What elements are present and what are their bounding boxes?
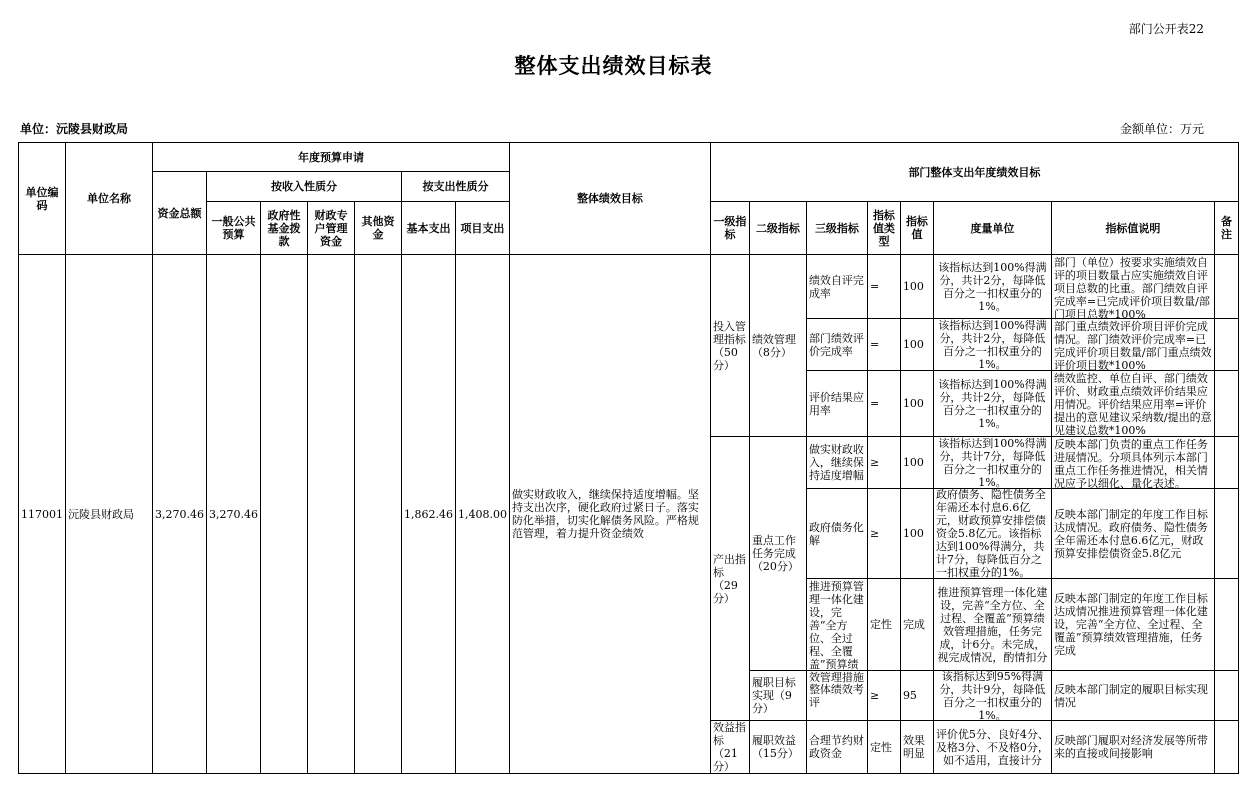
indicator-value-cell: 95 <box>900 671 933 721</box>
level3-cell: 做实财政收入，继续保持适度增幅 <box>806 437 867 489</box>
header-gov-fund: 政府性基金拨款 <box>260 202 307 255</box>
indicator-value-cell: 完成 <box>900 579 933 671</box>
page-title: 整体支出绩效目标表 <box>514 53 713 78</box>
indicator-value-cell: 效果明显 <box>900 721 933 774</box>
value-type-cell: 定性 <box>867 721 900 774</box>
value-desc-text: 反映本部门制定的履职目标实现情况 <box>1053 682 1208 709</box>
value-type-cell: 定性 <box>867 579 900 671</box>
indicator-value-cell: 100 <box>900 255 933 319</box>
measure-unit-text: 该指标达到100%得满分，共计2分，每降低百分之一扣权重分的1%。 <box>938 377 1047 430</box>
remark-cell <box>1214 371 1238 437</box>
overall-goal-cell: 做实财政收入，继续保持适度增幅。坚持支出次序，硬化政府过紧日子。落实防化举措，切实化解债务风险。严格规范管理，着力提升资金绩效 <box>509 255 710 774</box>
indicator-value-cell: 100 <box>900 319 933 371</box>
value-type-cell: = <box>867 371 900 437</box>
header-level1: 一级指标 <box>710 202 749 255</box>
value-type-cell: = <box>867 255 900 319</box>
header-total-funds: 资金总额 <box>153 172 207 255</box>
measure-unit-cell <box>933 371 1051 437</box>
header-fiscal-account: 财政专户管理资金 <box>307 202 354 255</box>
basic-expense-cell: 1,862.46 <box>401 255 455 774</box>
level3-cell: 整体绩效考评 <box>806 671 867 721</box>
other-funds-cell <box>354 255 401 774</box>
level3-cell <box>806 579 867 684</box>
header-level3: 三级指标 <box>806 202 867 255</box>
level2-cell: 履职目标实现（9分） <box>749 671 806 721</box>
remark-cell <box>1214 255 1238 319</box>
level3-cell: 政府债务化解 <box>806 489 867 579</box>
value-type-cell: ≥ <box>867 671 900 721</box>
measure-unit-text: 评价优5分、良好4分、及格3分、不及格0分，如不适用，直接计分 <box>935 727 1049 767</box>
header-indicator-value: 指标值 <box>900 202 933 255</box>
project-expense-cell: 1,408.00 <box>455 255 509 774</box>
value-desc-text: 部门重点绩效评价项目评价完成情况。部门绩效评价完成率=已完成评价项目数量/部门重点绩效评价项目数*100% <box>1053 319 1212 372</box>
value-desc-cell <box>1051 489 1214 579</box>
measure-unit-text: 该指标达到100%得满分，共计7分，每降低百分之一扣权重分的1%。 <box>938 436 1047 489</box>
value-desc-cell <box>1051 579 1214 671</box>
header-value-desc: 指标值说明 <box>1051 202 1214 255</box>
fiscal-account-cell <box>307 255 354 774</box>
header-by-expense: 按支出性质分 <box>401 172 509 202</box>
remark-cell <box>1214 721 1238 774</box>
value-desc-cell <box>1051 721 1214 774</box>
remark-cell <box>1214 319 1238 371</box>
value-desc-text: 绩效监控、单位自评、部门绩效评价、财政重点绩效评价结果应用情况。评价结果应用率=评价提出的意见建议采纳数/提出的意见建议总数*100% <box>1053 371 1212 437</box>
value-desc-cell <box>1051 671 1214 721</box>
level1-cell: 投入管理指标（50分） <box>710 255 749 437</box>
measure-unit-cell <box>933 721 1051 774</box>
value-type-cell: ≥ <box>867 489 900 579</box>
header-measure-unit: 度量单位 <box>933 202 1051 255</box>
total-funds-cell: 3,270.46 <box>153 255 207 774</box>
unit-name-cell: 沅陵县财政局 <box>66 255 153 774</box>
header-by-income: 按收入性质分 <box>206 172 401 202</box>
performance-table <box>18 142 1239 774</box>
indicator-value-cell: 100 <box>900 437 933 489</box>
value-type-cell: = <box>867 319 900 371</box>
measure-unit-text: 政府债务、隐性债务全年需还本付息6.6亿元，财政预算安排偿债资金5.8亿元。该指标达到100%得满分，共计7分，每降低百分之一扣权重分的1%。 <box>935 488 1046 579</box>
measure-unit-text: 该指标达到100%得满分，共计2分，每降低百分之一扣权重分的1%。 <box>938 260 1047 313</box>
value-desc-text: 反映部门履职对经济发展等所带来的直接或间接影响 <box>1053 734 1208 760</box>
value-desc-cell <box>1051 437 1214 489</box>
value-desc-cell <box>1051 319 1214 371</box>
level2-cell: 重点工作任务完成（20分） <box>749 437 806 671</box>
level3-text: 推进预算管理一体化建设，完善“全方位、全过程、全覆盖”预算绩效管理措施 <box>808 579 864 684</box>
remark-cell <box>1214 671 1238 721</box>
measure-unit-cell <box>933 255 1051 319</box>
header-general-budget: 一般公共预算 <box>206 202 260 255</box>
header-budget-request: 年度预算申请 <box>153 143 510 172</box>
value-desc-text: 反映本部门负责的重点工作任务进展情况。分项具体列示本部门重点工作任务推进情况，相关情况应予以细化、量化表述。 <box>1053 437 1208 490</box>
gov-fund-cell <box>260 255 307 774</box>
value-desc-text: 部门（单位）按要求实施绩效自评的项目数量占应实施绩效自评项目总数的比重。部门绩效自评完成率=已完成评价项目数量/部门项目总数*100% <box>1053 255 1210 321</box>
header-unit-name: 单位名称 <box>66 143 153 255</box>
level2-cell: 履职效益（15分） <box>749 721 806 774</box>
level2-cell: 绩效管理（8分） <box>749 255 806 437</box>
remark-cell <box>1214 437 1238 489</box>
measure-unit-text: 推进预算管理一体化建设，完善“全方位、全过程、全覆盖”预算绩效管理措施，任务完成，计6分。未完成，视完成情况，酌情扣分 <box>937 585 1048 664</box>
level3-cell: 评价结果应用率 <box>806 371 867 437</box>
indicator-value-cell: 100 <box>900 371 933 437</box>
value-desc-text: 反映本部门制定的年度工作目标达成情况推进预算管理一体化建设，完善“全方位、全过程、全覆盖”预算绩效管理措施，任务完成 <box>1053 592 1208 657</box>
measure-unit-cell <box>933 671 1051 721</box>
level3-cell: 合理节约财政资金 <box>806 721 867 774</box>
header-value-type: 指标值类型 <box>867 202 900 255</box>
header-unit-code: 单位编码 <box>19 143 66 255</box>
unit-label: 单位：沅陵县财政局 <box>20 122 129 136</box>
measure-unit-text: 该指标达到95%得满分，共计9分，每降低百分之一扣权重分的1%。 <box>939 669 1046 722</box>
measure-unit-cell <box>933 319 1051 371</box>
level3-cell: 绩效自评完成率 <box>806 255 867 319</box>
header-basic-expense: 基本支出 <box>401 202 455 255</box>
level1-cell: 产出指标（29分） <box>710 437 749 721</box>
level3-cell: 部门绩效评价完成率 <box>806 319 867 371</box>
remark-cell <box>1214 489 1238 579</box>
measure-unit-cell <box>933 437 1051 489</box>
measure-unit-cell <box>933 489 1051 579</box>
header-other-funds: 其他资金 <box>354 202 401 255</box>
header-remark: 备注 <box>1214 202 1238 255</box>
value-desc-text: 反映本部门制定的年度工作目标达成情况。政府债务、隐性债务全年需还本付息6.6亿元，财政预算安排偿债资金5.8亿元 <box>1053 507 1208 560</box>
remark-cell <box>1214 579 1238 671</box>
header-dept-goal: 部门整体支出年度绩效目标 <box>710 143 1238 202</box>
measure-unit-cell <box>933 579 1051 671</box>
amount-unit-label: 金额单位：万元 <box>1119 122 1204 136</box>
value-type-cell: ≥ <box>867 437 900 489</box>
general-budget-cell: 3,270.46 <box>206 255 260 774</box>
measure-unit-text: 该指标达到100%得满分，共计2分，每降低百分之一扣权重分的1%。 <box>938 318 1047 371</box>
header-project-expense: 项目支出 <box>455 202 509 255</box>
value-desc-cell <box>1051 255 1214 319</box>
header-level2: 二级指标 <box>749 202 806 255</box>
indicator-value-cell: 100 <box>900 489 933 579</box>
table-number: 部门公开表22 <box>1128 22 1204 36</box>
level1-cell: 效益指标（21分） <box>710 721 749 774</box>
header-overall-goal: 整体绩效目标 <box>509 143 710 255</box>
value-desc-cell <box>1051 371 1214 437</box>
unit-code-cell: 117001 <box>19 255 66 774</box>
